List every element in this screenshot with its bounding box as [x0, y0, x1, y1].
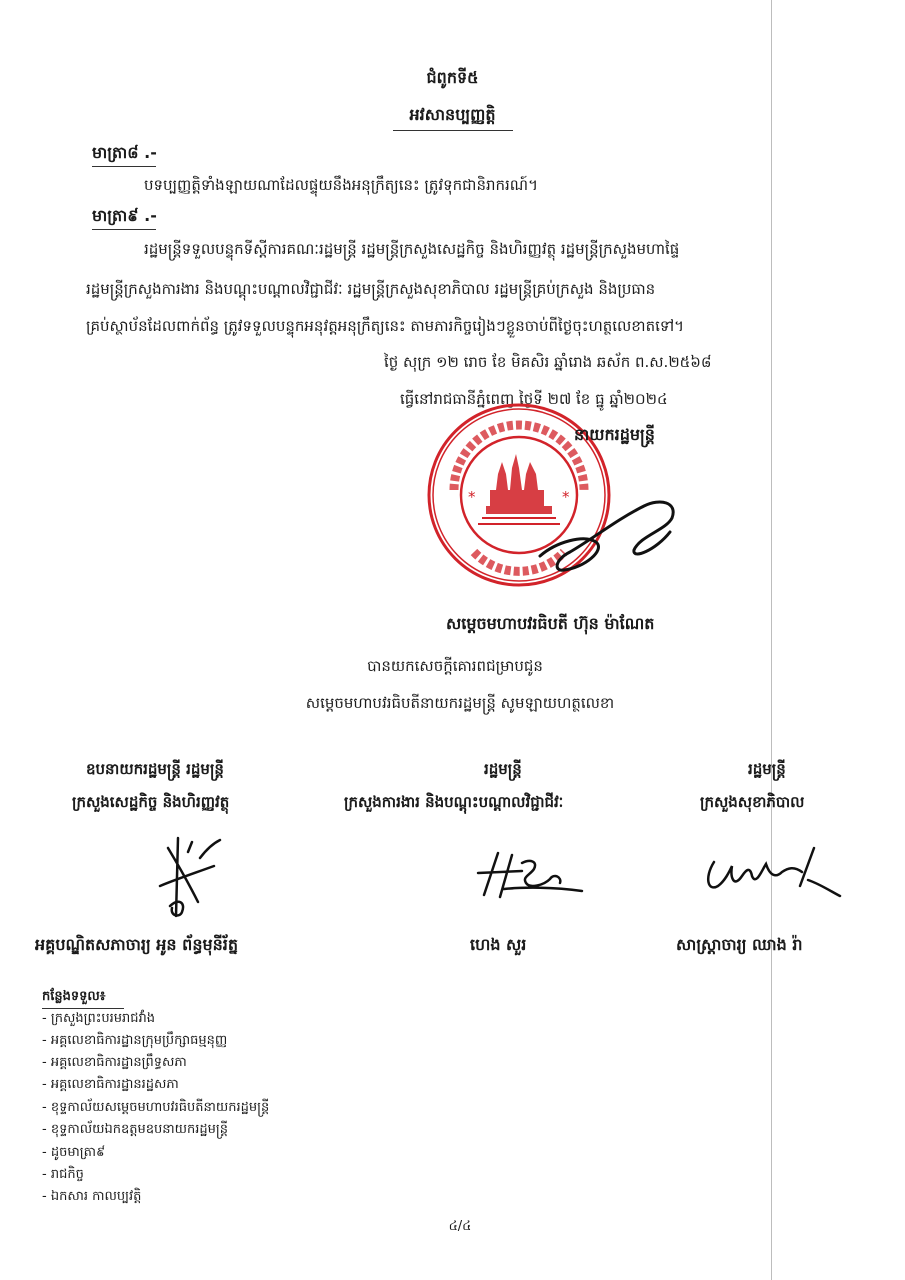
- minister-1-name: អគ្គបណ្ឌិតសភាចារ្យ អូន ព័ន្ធមុនីរ័ត្ន: [35, 935, 239, 954]
- recipient-item: - អគ្គលេខាធិការដ្ឋានរដ្ឋសភា: [42, 1077, 179, 1092]
- minister-3-signature: [690, 836, 850, 906]
- article-8-heading: មាត្រា៨ .-: [92, 143, 157, 162]
- recipient-item: - អគ្គលេខាធិការដ្ឋានព្រឹទ្ធសភា: [42, 1055, 187, 1070]
- recipient-item: - រាជកិច្ច: [42, 1167, 84, 1182]
- article-9-line: រដ្ឋមន្ត្រីក្រសួងការងារ និងបណ្តុះបណ្តាលវិជ្ជាជីវៈ រដ្ឋមន្ត្រីក្រសួងសុខាភិបាល រដ្ឋមន្ត្រីគ្រប់ក្រសួង និងប្រធាន: [86, 280, 656, 298]
- prime-minister-signature: [520, 490, 700, 580]
- article-8-text: បទប្បញ្ញត្តិទាំងឡាយណាដែលផ្ទុយនឹងអនុក្រឹត្យនេះ ត្រូវទុកជានិរាករណ៍។: [144, 176, 538, 194]
- svg-text:*: *: [562, 488, 570, 506]
- minister-1-ministry: ក្រសួងសេដ្ឋកិច្ច និងហិរញ្ញវត្ថុ: [72, 793, 230, 811]
- minister-2-name: ហេង សួរ: [470, 935, 527, 954]
- article-9-heading: មាត្រា៩ .-: [92, 206, 157, 225]
- recipient-item: - ក្រសួងព្រះបរមរាជវាំង: [42, 1011, 156, 1026]
- recipients-heading: កន្លែងទទួល៖: [42, 989, 106, 1004]
- svg-text:*: *: [468, 488, 476, 506]
- article-9-line: រដ្ឋមន្ត្រីទទួលបន្ទុកទីស្តីការគណៈរដ្ឋមន្ត្រី រដ្ឋមន្ត្រីក្រសួងសេដ្ឋកិច្ច និងហិរញ្ញវត្ថុ រដ្ឋមន្ត្រីក្រសួងមហាផ្ទៃ: [144, 240, 680, 258]
- minister-3-name: សាស្ត្រាចារ្យ ឈាង រ៉ា: [676, 935, 803, 954]
- minister-1-title: ឧបនាយករដ្ឋមន្ត្រី រដ្ឋមន្ត្រី: [86, 760, 224, 778]
- submission-line-2: សម្តេចមហាបវរធិបតីនាយករដ្ឋមន្ត្រី សូមឡាយហត្ថលេខា: [305, 694, 615, 712]
- submission-line-1: បានយកសេចក្តីគោរពជម្រាបជូន: [367, 657, 543, 675]
- lunar-date: ថ្ងៃ សុក្រ ១២ រោច ខែ មិគសិរ ឆ្នាំរោង ឆស័ក ព.ស.២៥៦៨: [384, 353, 712, 371]
- minister-2-ministry: ក្រសួងការងារ និងបណ្តុះបណ្តាលវិជ្ជាជីវៈ: [344, 793, 564, 811]
- page-edge-line: [771, 0, 772, 1280]
- subtitle-underline: [393, 130, 513, 131]
- recipient-item: - ខុទ្ទកាល័យឯកឧត្តមឧបនាយករដ្ឋមន្ត្រី: [42, 1122, 228, 1137]
- article-8-underline: [92, 166, 156, 167]
- minister-3-title: រដ្ឋមន្ត្រី: [748, 760, 786, 778]
- recipient-item: - ឯកសារ កាលប្បវត្តិ: [42, 1189, 142, 1204]
- minister-2-title: រដ្ឋមន្ត្រី: [484, 760, 522, 778]
- recipient-item: - អគ្គលេខាធិការដ្ឋានក្រុមប្រឹក្សាធម្មនុញ្ញ: [42, 1033, 228, 1048]
- chapter-subtitle: អវសានប្បញ្ញត្តិ: [409, 105, 496, 124]
- page-number: ៤/៤: [448, 1219, 472, 1234]
- recipient-item: - ខុទ្ទកាល័យសម្តេចមហាបវរធិបតីនាយករដ្ឋមន្ត្រី: [42, 1100, 270, 1115]
- chapter-title: ជំពូកទី៥: [426, 68, 479, 87]
- solar-date: ធ្វើនៅរាជធានីភ្នំពេញ ថ្ងៃទី ២៧ ខែ ធ្នូ ឆ្នាំ២០២៤: [400, 390, 668, 408]
- recipient-item: - ដូចមាត្រា៩: [42, 1145, 106, 1160]
- prime-minister-name: សម្តេចមហាបវរធិបតី ហ៊ុន ម៉ាណែត: [446, 614, 655, 633]
- recipients-underline: [42, 1008, 124, 1009]
- minister-3-ministry: ក្រសួងសុខាភិបាល: [700, 793, 805, 811]
- prime-minister-title: នាយករដ្ឋមន្ត្រី: [574, 425, 655, 444]
- minister-1-signature: [140, 828, 230, 928]
- minister-2-signature: [464, 845, 594, 905]
- article-9-line: គ្រប់ស្ថាប័នដែលពាក់ព័ន្ធ ត្រូវទទួលបន្ទុកអនុវត្តអនុក្រឹត្យនេះ តាមភារកិច្ចរៀងៗខ្លួនចាប់ពីថ្ងៃចុះហត្ថលេខាតទៅ។: [86, 317, 685, 335]
- article-9-underline: [92, 229, 156, 230]
